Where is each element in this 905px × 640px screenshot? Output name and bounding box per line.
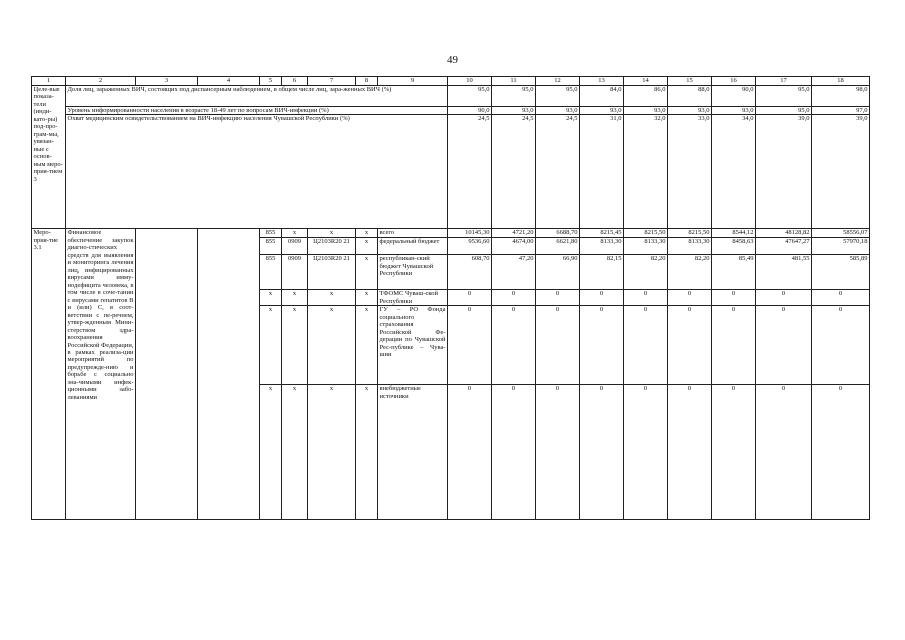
value-cell: 93,0: [624, 107, 668, 115]
value-cell: 88,0: [668, 86, 712, 107]
code-cell: 0909: [282, 238, 308, 255]
code-cell: 855: [260, 238, 282, 255]
code-cell: x: [356, 290, 378, 306]
column-number: 3: [136, 77, 198, 86]
indicators-label: Целе-вые показа-тели (инди-като-ры) под-про-грам-мы, увязан-ные с основ-ным меро-прия-тием 3: [32, 86, 66, 229]
code-cell: x: [356, 229, 378, 238]
value-cell: 95,0: [756, 107, 812, 115]
code-cell: 855: [260, 255, 282, 290]
indicator-text: Охват медицинским освидетельствованием на ВИЧ-инфекцию населения Чувашской Республики (%): [66, 115, 448, 229]
value-cell: 481,55: [756, 255, 812, 290]
column-number: 10: [448, 77, 492, 86]
funding-source: республикан-ский бюджет Чувашской Республики: [378, 255, 448, 290]
value-cell: 82,20: [668, 255, 712, 290]
value-cell: 58556,07: [812, 229, 870, 238]
column-number: 11: [492, 77, 536, 86]
empty-cell: [136, 229, 198, 520]
value-cell: 66,90: [536, 255, 580, 290]
code-cell: 0909: [282, 255, 308, 290]
column-number: 8: [356, 77, 378, 86]
value-cell: 0: [492, 306, 536, 385]
value-cell: 98,0: [812, 86, 870, 107]
column-number: 16: [712, 77, 756, 86]
value-cell: 0: [580, 306, 624, 385]
indicator-row: [32, 107, 870, 115]
code-cell: x: [308, 290, 356, 306]
funding-source: всего: [378, 229, 448, 238]
code-cell: x: [308, 306, 356, 385]
column-number: 9: [378, 77, 448, 86]
page-number: 49: [447, 54, 458, 66]
measure-label: Меро-прия-тие 3.1: [32, 229, 66, 520]
value-cell: 8458,63: [712, 238, 756, 255]
value-cell: 8133,30: [668, 238, 712, 255]
value-cell: 0: [756, 306, 812, 385]
value-cell: 57970,18: [812, 238, 870, 255]
program-table: [31, 76, 870, 520]
value-cell: 85,49: [712, 255, 756, 290]
value-cell: 10145,30: [448, 229, 492, 238]
value-cell: 34,0: [712, 115, 756, 229]
value-cell: 0: [812, 385, 870, 520]
code-cell: x: [282, 229, 308, 238]
value-cell: 0: [712, 306, 756, 385]
value-cell: 33,0: [668, 115, 712, 229]
column-number: 18: [812, 77, 870, 86]
value-cell: 82,20: [624, 255, 668, 290]
value-cell: 95,0: [492, 86, 536, 107]
funding-source: ТФОМС Чуваш-ской Республики: [378, 290, 448, 306]
code-cell: x: [356, 255, 378, 290]
value-cell: 0: [580, 385, 624, 520]
value-cell: 9536,60: [448, 238, 492, 255]
value-cell: 0: [812, 290, 870, 306]
value-cell: 95,0: [448, 86, 492, 107]
value-cell: 0: [812, 306, 870, 385]
value-cell: 48128,82: [756, 229, 812, 238]
value-cell: 8215,50: [668, 229, 712, 238]
indicator-text: Доля лиц, зараженных ВИЧ, состоящих под диспансерным наблюдением, в общем числе лиц, зара-женных ВИЧ (%): [66, 86, 448, 107]
value-cell: 47,20: [492, 255, 536, 290]
code-cell: x: [308, 385, 356, 520]
column-number: 1: [32, 77, 66, 86]
value-cell: 82,15: [580, 255, 624, 290]
code-cell: x: [260, 290, 282, 306]
value-cell: 32,0: [624, 115, 668, 229]
code-cell: Ц2103R20 21: [308, 255, 356, 290]
value-cell: 95,0: [536, 86, 580, 107]
empty-cell: [198, 229, 260, 520]
value-cell: 93,0: [492, 107, 536, 115]
value-cell: 0: [536, 290, 580, 306]
value-cell: 39,0: [812, 115, 870, 229]
column-number: 15: [668, 77, 712, 86]
value-cell: 24,5: [448, 115, 492, 229]
column-number: 2: [66, 77, 136, 86]
value-cell: 585,89: [812, 255, 870, 290]
value-cell: 95,0: [756, 86, 812, 107]
column-number: 4: [198, 77, 260, 86]
value-cell: 0: [756, 385, 812, 520]
value-cell: 0: [448, 385, 492, 520]
indicator-text: Уровень информированности населения в возрасте 18-49 лет по вопросам ВИЧ-инфекции (%): [66, 107, 448, 115]
value-cell: 0: [624, 385, 668, 520]
column-number: 17: [756, 77, 812, 86]
value-cell: 0: [712, 385, 756, 520]
value-cell: 24,5: [536, 115, 580, 229]
code-cell: x: [308, 229, 356, 238]
value-cell: 93,0: [580, 107, 624, 115]
value-cell: 24,5: [492, 115, 536, 229]
value-cell: 8215,50: [624, 229, 668, 238]
column-number-row: [32, 77, 870, 86]
value-cell: 31,0: [580, 115, 624, 229]
code-cell: Ц2103R20 21: [308, 238, 356, 255]
value-cell: 0: [492, 290, 536, 306]
value-cell: 90,0: [712, 86, 756, 107]
column-number: 6: [282, 77, 308, 86]
value-cell: 90,0: [448, 107, 492, 115]
value-cell: 608,70: [448, 255, 492, 290]
code-cell: x: [282, 290, 308, 306]
value-cell: 86,0: [624, 86, 668, 107]
code-cell: x: [356, 306, 378, 385]
code-cell: 855: [260, 229, 282, 238]
measure-description: Финансовое обеспечение закупок диагно-стических средств для выявления и мониторинга лечения лиц, инфицированных вирусами имму-нодефицита человека, в том числе в соче-тании с вирусами гепатитов В и (или) С, в соот-ветствии с пе-речнем, утвер-жденным Мини-стерством здра-воохранения Российской Федерации, в рамках реализа-ции мероприятий по предупрежде-нию и борьбе с социально зна-чимыми инфек-ционными забо-леваниями: [66, 229, 136, 520]
value-cell: 4721,20: [492, 229, 536, 238]
value-cell: 47647,27: [756, 238, 812, 255]
column-number: 14: [624, 77, 668, 86]
code-cell: x: [356, 238, 378, 255]
value-cell: 97,0: [812, 107, 870, 115]
code-cell: x: [260, 385, 282, 520]
value-cell: 0: [756, 290, 812, 306]
value-cell: 0: [668, 385, 712, 520]
value-cell: 0: [448, 306, 492, 385]
column-number: 7: [308, 77, 356, 86]
indicator-row: [32, 86, 870, 107]
value-cell: 0: [448, 290, 492, 306]
value-cell: 93,0: [536, 107, 580, 115]
code-cell: x: [356, 385, 378, 520]
column-number: 13: [580, 77, 624, 86]
value-cell: 8215,45: [580, 229, 624, 238]
value-cell: 0: [536, 385, 580, 520]
value-cell: 39,0: [756, 115, 812, 229]
code-cell: x: [260, 306, 282, 385]
indicator-row: [32, 115, 870, 229]
value-cell: 0: [668, 306, 712, 385]
funding-source: ГУ – РО Фонда социального страхования Российской Фе-дерации по Чувашской Рес-публике – Чува-шии: [378, 306, 448, 385]
value-cell: 8544,12: [712, 229, 756, 238]
value-cell: 8133,30: [624, 238, 668, 255]
value-cell: 4674,00: [492, 238, 536, 255]
value-cell: 0: [712, 290, 756, 306]
value-cell: 0: [668, 290, 712, 306]
value-cell: 0: [624, 306, 668, 385]
column-number: 12: [536, 77, 580, 86]
code-cell: x: [282, 385, 308, 520]
value-cell: 93,0: [668, 107, 712, 115]
value-cell: 84,0: [580, 86, 624, 107]
value-cell: 0: [536, 306, 580, 385]
value-cell: 6621,80: [536, 238, 580, 255]
funding-row: [32, 229, 870, 238]
value-cell: 8133,30: [580, 238, 624, 255]
value-cell: 0: [624, 290, 668, 306]
value-cell: 93,0: [712, 107, 756, 115]
column-number: 5: [260, 77, 282, 86]
funding-source: внебюджетные источники: [378, 385, 448, 520]
funding-source: федеральный бюджет: [378, 238, 448, 255]
value-cell: 0: [580, 290, 624, 306]
code-cell: x: [282, 306, 308, 385]
value-cell: 0: [492, 385, 536, 520]
value-cell: 6688,70: [536, 229, 580, 238]
